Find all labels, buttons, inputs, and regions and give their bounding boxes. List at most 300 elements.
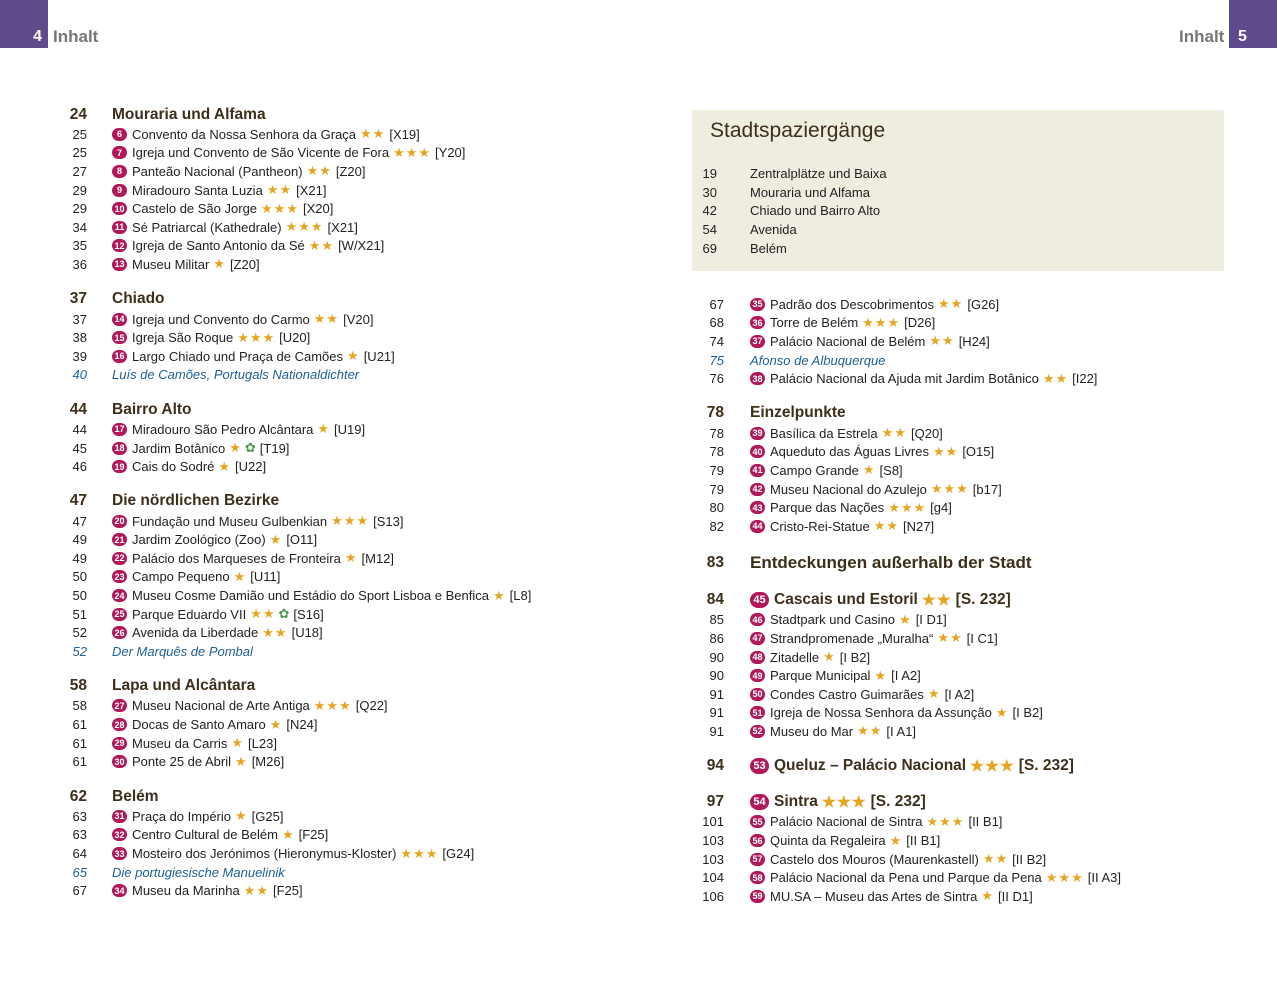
entry-row: [700, 332, 1240, 351]
number-badge: 34: [112, 884, 127, 897]
entry-title: Largo Chiado und Praça de Camões: [132, 348, 344, 364]
rating-stars: ★★: [933, 443, 959, 459]
map-grid-ref: [U22]: [235, 459, 267, 475]
entry-row: [700, 629, 1240, 648]
rating-stars: ★★★: [821, 793, 867, 811]
entry-row: [700, 424, 1240, 443]
entry-title: Jardim Zoológico (Zoo): [132, 532, 266, 548]
rating-stars: ★★: [982, 851, 1009, 867]
entry-row: [700, 314, 1240, 333]
page-number: 69: [702, 240, 717, 256]
page-number: 78: [709, 444, 724, 460]
rating-stars: ★★: [262, 624, 288, 640]
page-number: 90: [709, 668, 724, 684]
number-badge: 13: [112, 258, 127, 271]
page-number: 94: [706, 757, 724, 775]
entry-row: [63, 586, 663, 605]
map-grid-ref: [Q20]: [910, 425, 943, 441]
page-number: 44: [69, 400, 87, 418]
entry-row: [63, 531, 663, 550]
page-number-tab-left: 4: [0, 0, 48, 48]
entry-title: Palácio Nacional de Sintra: [770, 814, 923, 830]
rating-stars: ★★: [1042, 370, 1069, 386]
map-grid-ref: [S. 232]: [870, 793, 926, 811]
entry-row: [700, 831, 1240, 850]
toc-section: [700, 403, 1240, 536]
page-number: 52: [72, 643, 87, 659]
number-badge: 31: [112, 810, 127, 823]
number-badge: 44: [750, 520, 765, 533]
feature-row: [63, 863, 663, 882]
rating-stars: ★: [218, 458, 232, 474]
number-badge: 27: [112, 699, 127, 712]
entry-title: Mosteiro dos Jerónimos (Hieronymus-Kloster): [132, 846, 397, 862]
walk-row: [692, 239, 1192, 258]
map-grid-ref: [I B2]: [839, 649, 871, 665]
entry-title: Campo Grande: [770, 462, 859, 478]
entry-title: Palácio dos Marqueses de Fronteira: [132, 550, 341, 566]
entry-title: Palácio Nacional de Belém: [770, 333, 926, 349]
number-badge: 46: [750, 613, 765, 626]
page-number: 67: [72, 883, 87, 899]
number-badge: 24: [112, 589, 127, 602]
entry-title: MU.SA – Museu das Artes de Sintra: [770, 888, 978, 904]
number-badge: 51: [750, 706, 765, 719]
rating-stars: ★★★: [888, 499, 927, 515]
page-number: 27: [72, 163, 87, 179]
page-number: 46: [72, 459, 87, 475]
rating-stars: ★: [899, 611, 912, 627]
entry-row: [700, 648, 1240, 667]
walk-row: [692, 220, 1192, 239]
rating-stars: ★: [927, 686, 941, 702]
entry-title: Convento da Nossa Senhora da Graça: [132, 126, 357, 142]
number-badge: 59: [750, 890, 765, 903]
entry-title: Luís de Camões, Portugals Nationaldichter: [112, 367, 360, 383]
entry-title: Museu Cosme Damião und Estádio do Sport Lisboa e Benfica: [132, 588, 489, 604]
section-title: Die nördlichen Bezirke: [112, 492, 280, 510]
map-grid-ref: [X21]: [296, 182, 327, 198]
number-badge: 6: [112, 128, 127, 141]
entry-title: Stadtpark und Casino: [770, 612, 896, 628]
map-grid-ref: [M26]: [251, 754, 285, 770]
page-number: 24: [69, 105, 87, 123]
entry-title: Igreja und Convento do Carmo: [132, 311, 310, 327]
walk-row: [692, 183, 1192, 202]
entry-row: [63, 420, 663, 439]
map-grid-ref: [I A2]: [891, 668, 921, 684]
map-grid-ref: [L23]: [248, 735, 277, 751]
page-number: 35: [72, 238, 87, 254]
page-number: 65: [72, 864, 87, 880]
entry-title: Castelo dos Mouros (Maurenkastell): [770, 851, 979, 867]
map-grid-ref: [Y20]: [435, 145, 466, 161]
number-badge: 56: [750, 834, 765, 847]
page-number: 49: [72, 532, 87, 548]
map-grid-ref: [Z20]: [229, 256, 260, 272]
number-badge: 35: [750, 298, 765, 311]
map-grid-ref: [S8]: [879, 462, 903, 478]
toc-section: [700, 295, 1240, 388]
entry-title: Die portugiesische Manuelinik: [112, 864, 285, 880]
entry-title: Cais do Sodré: [132, 459, 215, 475]
map-grid-ref: [F25]: [298, 827, 329, 843]
rating-stars: ★★: [250, 606, 276, 622]
map-grid-ref: [I D1]: [915, 612, 947, 628]
rating-stars: ★★: [881, 425, 907, 441]
entry-row: [63, 752, 663, 771]
map-grid-ref: [S. 232]: [1018, 757, 1074, 775]
page-number: 103: [702, 833, 724, 849]
number-badge: 52: [750, 725, 765, 738]
number-badge: 28: [112, 718, 127, 731]
entry-title: Museu da Marinha: [132, 883, 240, 899]
entry-title: Igreja de Nossa Senhora da Assunção: [770, 705, 992, 721]
map-grid-ref: [G25]: [251, 808, 284, 824]
entry-row: [63, 844, 663, 863]
toc-section: [700, 590, 1240, 741]
rating-stars: ★★: [308, 237, 335, 253]
page-number: 79: [709, 481, 724, 497]
number-badge: 57: [750, 853, 765, 866]
rating-stars: ★: [231, 735, 245, 751]
entry-row: [63, 807, 663, 826]
walk-title: Belém: [750, 240, 787, 256]
entry-title: Museu Nacional de Arte Antiga: [132, 698, 310, 714]
entry-row: [63, 512, 663, 531]
entry-row: [700, 295, 1240, 314]
page-number: 58: [72, 698, 87, 714]
section-title: Einzelpunkte: [750, 404, 846, 422]
page-number: 63: [72, 808, 87, 824]
page-number: 84: [706, 591, 724, 609]
section-title: Mouraria und Alfama: [112, 105, 266, 123]
rating-stars: ★★: [306, 163, 332, 179]
page-number: 61: [72, 754, 87, 770]
entry-title: Ponte 25 de Abril: [132, 754, 232, 770]
entry-row: [700, 369, 1240, 388]
entry-title: Panteão Nacional (Pantheon): [132, 163, 303, 179]
entry-row: [700, 850, 1240, 869]
map-grid-ref: [V20]: [343, 311, 374, 327]
map-grid-ref: [b17]: [972, 481, 1002, 497]
page-number: 44: [72, 421, 87, 437]
map-grid-ref: [O15]: [962, 444, 995, 460]
entry-row: [700, 685, 1240, 704]
entry-row: [700, 611, 1240, 630]
entry-row: [700, 666, 1240, 685]
entry-row: [63, 715, 663, 734]
rating-stars: ★★★: [1045, 869, 1084, 885]
page-number: 80: [709, 500, 724, 516]
page-number: 85: [709, 612, 724, 628]
page-number: 39: [72, 348, 87, 364]
entry-title: Sé Patriarcal (Kathedrale): [132, 219, 282, 235]
entry-row: [63, 328, 663, 347]
number-badge: 15: [112, 331, 127, 344]
rating-stars: ★★: [938, 296, 964, 312]
toc-section: [700, 551, 1240, 575]
map-grid-ref: [T19]: [259, 440, 290, 456]
entry-row: [700, 813, 1240, 832]
rating-stars: ★: [347, 348, 360, 364]
page-number: 67: [709, 296, 724, 312]
toc-section: [700, 756, 1240, 777]
page-number: 61: [72, 735, 87, 751]
entry-title: Campo Pequeno: [132, 569, 230, 585]
toc-left-column: [63, 104, 663, 915]
map-grid-ref: [I A1]: [886, 723, 917, 739]
number-badge: 38: [750, 372, 765, 385]
page-number: 25: [72, 126, 87, 142]
number-badge: 30: [112, 755, 127, 768]
page-number: 103: [702, 851, 724, 867]
page-number: 54: [702, 221, 717, 237]
rating-stars: ★: [235, 808, 248, 824]
section-title: Chiado: [112, 290, 165, 308]
rating-stars: ★★: [360, 126, 386, 142]
rating-stars: ★: [889, 832, 903, 848]
walk-title: Zentralplätze und Baixa: [750, 165, 887, 181]
entry-row: [63, 347, 663, 366]
map-grid-ref: [F25]: [272, 883, 303, 899]
number-badge: 54: [750, 794, 769, 810]
entry-row: [63, 181, 663, 200]
entry-row: [700, 517, 1240, 536]
map-grid-ref: [I22]: [1072, 371, 1098, 387]
number-badge: 49: [750, 669, 765, 682]
section-heading: [700, 590, 1240, 611]
rating-stars: ★: [492, 587, 506, 603]
rating-stars: ★★★: [313, 697, 352, 713]
section-heading: [700, 551, 1240, 575]
running-head-left: Inhalt: [53, 27, 99, 46]
page-number: 50: [72, 569, 87, 585]
page-number: 64: [72, 846, 87, 862]
page-number: 90: [709, 649, 724, 665]
number-badge: 16: [112, 350, 127, 363]
entry-title: Der Marquês de Pombal: [112, 643, 253, 659]
page-number: 50: [72, 588, 87, 604]
section-title: Belém: [112, 787, 159, 805]
map-grid-ref: [X21]: [327, 219, 358, 235]
entry-row: [63, 623, 663, 642]
rating-stars: ★: [995, 704, 1009, 720]
number-badge: 47: [750, 632, 765, 645]
number-badge: 11: [112, 221, 127, 234]
entry-title: Museu Nacional do Azulejo: [770, 481, 927, 497]
rating-stars: ★: [344, 550, 358, 566]
number-badge: 22: [112, 552, 127, 565]
number-badge: 26: [112, 626, 127, 639]
map-grid-ref: [L8]: [509, 588, 532, 604]
page-number: 38: [72, 330, 87, 346]
entry-title: Quinta da Regaleira: [770, 833, 886, 849]
entry-row: [700, 443, 1240, 462]
page-number: 86: [709, 630, 724, 646]
map-grid-ref: [X19]: [389, 126, 420, 142]
number-badge: 48: [750, 651, 765, 664]
section-title: Queluz – Palácio Nacional: [774, 757, 967, 775]
number-badge: 40: [750, 445, 765, 458]
entry-row: [700, 461, 1240, 480]
entry-title: Museu da Carris: [132, 735, 228, 751]
page-number: 42: [702, 203, 717, 219]
number-badge: 33: [112, 847, 127, 860]
section-title: Sintra: [774, 793, 818, 811]
section-title: Cascais und Estoril: [774, 591, 918, 609]
walk-row: [692, 164, 1192, 183]
rating-stars: ★: [823, 649, 836, 665]
page-number: 49: [72, 550, 87, 566]
entry-row: [63, 237, 663, 256]
page-number: 106: [702, 888, 724, 904]
section-heading: [63, 491, 663, 512]
map-grid-ref: [D26]: [904, 315, 936, 331]
entry-title: Museu do Mar: [770, 723, 854, 739]
number-badge: 21: [112, 533, 127, 546]
page-number: 29: [72, 182, 87, 198]
page-number: 37: [69, 290, 87, 308]
page-number: 101: [702, 814, 724, 830]
map-grid-ref: [Z20]: [335, 163, 366, 179]
map-grid-ref: [II A3]: [1087, 870, 1121, 886]
entry-row: [63, 162, 663, 181]
feature-row: [700, 351, 1240, 370]
entry-row: [700, 480, 1240, 499]
page-number: 34: [72, 219, 87, 235]
page-number: 76: [709, 371, 724, 387]
map-grid-ref: [I A2]: [944, 686, 975, 702]
feature-row: [63, 642, 663, 661]
walk-title: Avenida: [750, 221, 797, 237]
map-grid-ref: [X20]: [303, 201, 334, 217]
entry-title: Zitadelle: [770, 649, 820, 665]
page-number: 62: [69, 787, 87, 805]
walk-title: Mouraria und Alfama: [750, 184, 870, 200]
page-number: 83: [706, 553, 724, 571]
number-badge: 45: [750, 592, 769, 608]
entry-row: [63, 125, 663, 144]
page-number: 82: [709, 518, 724, 534]
page-number: 19: [702, 165, 717, 181]
entry-title: Afonso de Albuquerque: [750, 352, 886, 368]
number-badge: 23: [112, 570, 127, 583]
map-grid-ref: [N27]: [903, 518, 935, 534]
number-badge: 8: [112, 165, 127, 178]
page-number: 45: [72, 440, 87, 456]
page-number: 78: [706, 404, 724, 422]
entry-row: [63, 734, 663, 753]
rating-stars: ★: [874, 667, 888, 683]
map-grid-ref: [U18]: [291, 625, 323, 641]
page-number: 91: [709, 686, 724, 702]
number-badge: 18: [112, 442, 127, 455]
page-number: 91: [709, 705, 724, 721]
entry-title: Fundação und Museu Gulbenkian: [132, 513, 328, 529]
section-heading: [700, 792, 1240, 813]
page-number: 97: [706, 793, 724, 811]
entry-row: [63, 199, 663, 218]
map-grid-ref: [S16]: [293, 606, 324, 622]
entry-title: Torre de Belém: [770, 315, 859, 331]
entry-title: Parque Municipal: [770, 668, 871, 684]
map-grid-ref: [U11]: [250, 569, 281, 585]
map-grid-ref: [H24]: [958, 333, 990, 349]
page-number: 75: [709, 352, 724, 368]
entry-row: [63, 144, 663, 163]
map-grid-ref: [g4]: [930, 500, 952, 516]
toc-section: [63, 491, 663, 661]
walks-title: Stadtspaziergänge: [710, 119, 886, 142]
rating-stars: ★: [317, 421, 331, 437]
map-grid-ref: [U19]: [334, 421, 366, 437]
toc-section: [63, 104, 663, 274]
entry-title: Basílica da Estrela: [770, 425, 878, 441]
entry-title: Cristo-Rei-Statue: [770, 518, 870, 534]
entry-title: Docas de Santo Amaro: [132, 717, 266, 733]
rating-stars: ★: [281, 826, 295, 842]
map-grid-ref: [I C1]: [966, 630, 998, 646]
rating-stars: ★★: [243, 882, 269, 898]
entry-title: Aqueduto das Águas Livres: [770, 444, 929, 460]
entry-title: Igreja de Santo Antonio da Sé: [132, 238, 305, 254]
rating-stars: ★: [981, 888, 995, 904]
toc-section: [700, 792, 1240, 906]
page-number: 51: [72, 606, 87, 622]
entry-title: Padrão dos Descobrimentos: [770, 296, 935, 312]
entry-row: [700, 498, 1240, 517]
entry-row: [63, 881, 663, 900]
clover-icon: ✿: [244, 440, 256, 456]
feature-row: [63, 366, 663, 385]
page-number-tab-right: 5: [1229, 0, 1277, 48]
entry-row: [63, 605, 663, 624]
entry-title: Strandpromenade „Muralha“: [770, 630, 934, 646]
rating-stars: ★: [233, 568, 247, 584]
rating-stars: ★★: [937, 630, 963, 646]
rating-stars: ★★: [266, 182, 293, 198]
walk-row: [692, 201, 1192, 220]
entry-title: Avenida da Liberdade: [132, 625, 259, 641]
number-badge: 42: [750, 483, 765, 496]
section-title: Bairro Alto: [112, 400, 192, 418]
page-number: 47: [72, 513, 87, 529]
entry-row: [700, 887, 1240, 906]
rating-stars: ★: [269, 716, 283, 732]
map-grid-ref: [II B1]: [906, 833, 941, 849]
map-grid-ref: [II B1]: [968, 814, 1003, 830]
section-title: Lapa und Alcântara: [112, 677, 256, 695]
entry-title: Castelo de São Jorge: [132, 201, 258, 217]
number-badge: 19: [112, 460, 127, 473]
number-badge: 10: [112, 202, 127, 215]
map-grid-ref: [II D1]: [998, 888, 1033, 904]
number-badge: 36: [750, 316, 765, 329]
entry-title: Miradouro São Pedro Alcântara: [132, 421, 314, 437]
entry-title: Palácio Nacional da Ajuda mit Jardim Botânico: [770, 371, 1039, 387]
page-number: 78: [709, 425, 724, 441]
entry-row: [63, 457, 663, 476]
section-heading: [63, 786, 663, 807]
rating-stars: ★★★: [930, 481, 969, 497]
rating-stars: ★★: [857, 723, 883, 739]
entry-title: Praça do Império: [132, 808, 231, 824]
number-badge: 20: [112, 515, 127, 528]
number-badge: 37: [750, 335, 765, 348]
number-badge: 55: [750, 815, 765, 828]
number-badge: 58: [750, 871, 765, 884]
